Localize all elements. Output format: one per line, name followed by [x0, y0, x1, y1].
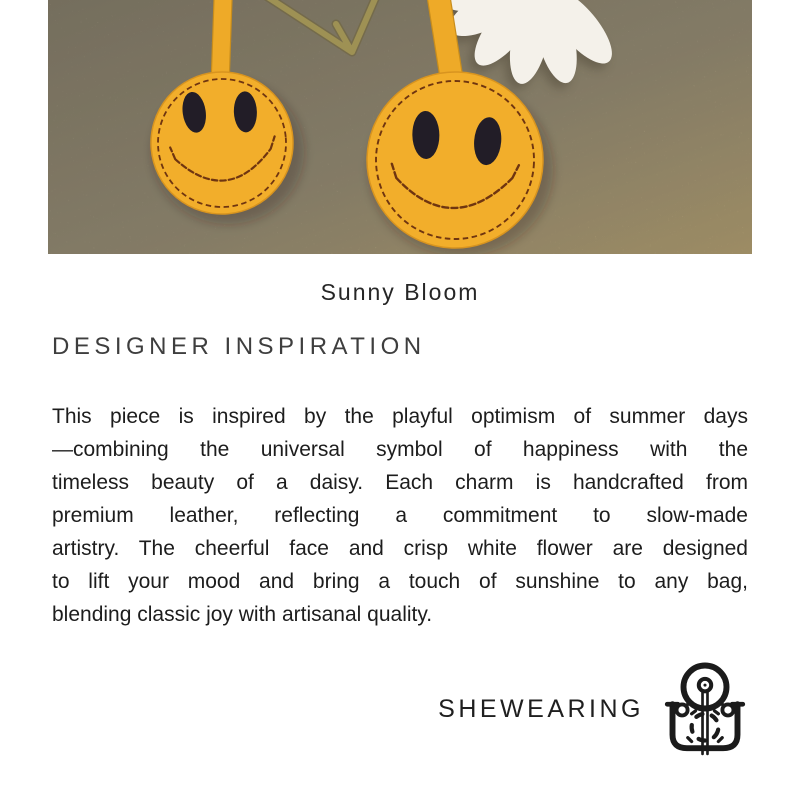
description-line: —combining the universal symbol of happiness with the — [52, 438, 748, 461]
description-paragraph — [52, 400, 748, 631]
brand-name: SHEWEARING — [438, 694, 644, 723]
description-line: timeless beauty of a daisy. Each charm is handcrafted from — [52, 471, 748, 494]
product-photo-scene — [48, 0, 752, 254]
section-heading: DESIGNER INSPIRATION — [52, 333, 426, 360]
product-photo — [48, 0, 752, 254]
description-line: artistry. The cheerful face and crisp white flower are designed — [52, 537, 748, 560]
description-line: blending classic joy with artisanal quality. — [52, 603, 433, 626]
product-title: Sunny Bloom — [320, 279, 480, 305]
brand-row — [0, 661, 800, 757]
description-line: to lift your mood and bring a touch of sunshine to any bag, — [52, 570, 748, 593]
shewearing-crest-icon — [662, 661, 748, 757]
left-strap — [211, 0, 232, 82]
description-line: This piece is inspired by the playful optimism of summer days — [52, 405, 748, 428]
description-line: premium leather, reflecting a commitment to slow-made — [52, 504, 748, 527]
